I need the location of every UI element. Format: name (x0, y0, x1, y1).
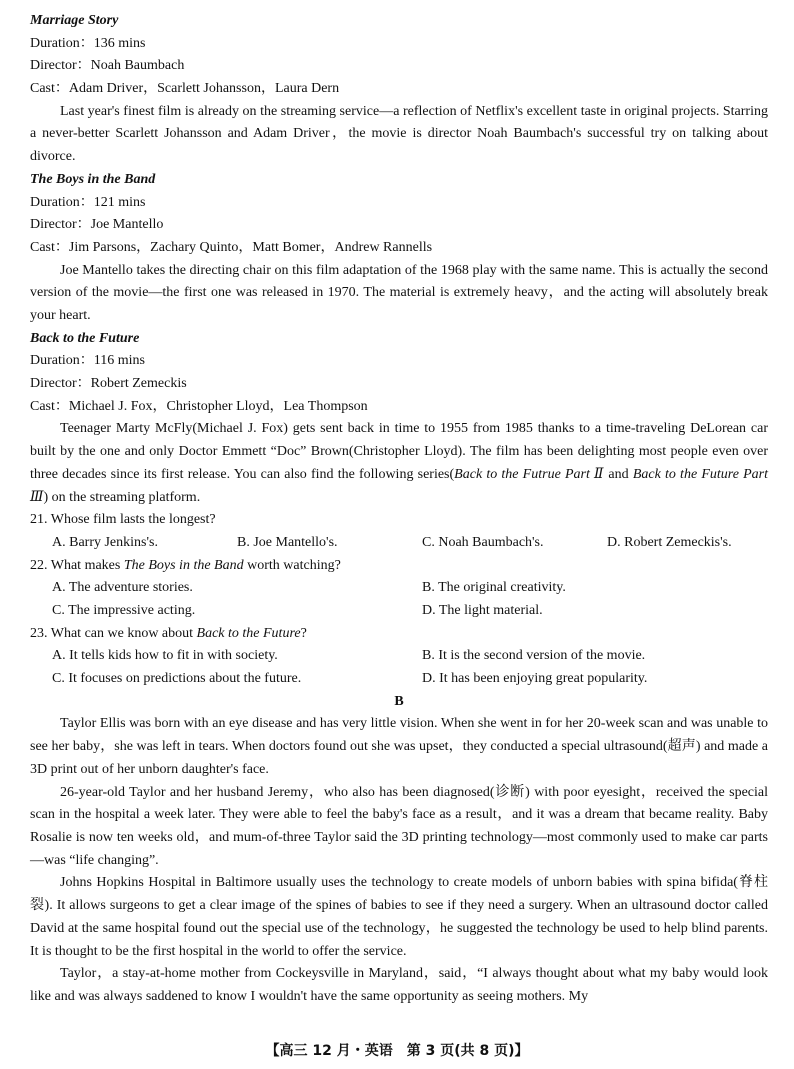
film-duration: Duration：136 mins (30, 35, 146, 51)
option-a: A. The adventure stories. (52, 580, 193, 596)
film-director: Director：Noah Baumbach (30, 58, 185, 74)
question-stem (30, 555, 768, 578)
stem-text: 22. What makes (30, 557, 124, 573)
passage-paragraph: Taylor Ellis was born with an eye disease and has very little vision. When she went in for her 20-week scan and was unable to see her baby，she was left in tears. When doctors found out she was upset，they conducted a special ultrasound(超声) and made a 3D print out of her unborn daughter's face. (30, 716, 768, 777)
desc-text: ) on the streaming platform. (43, 489, 201, 505)
passage-paragraph: Johns Hopkins Hospital in Baltimore usually uses the technology to create models of unborn babies with spina bifida(脊柱裂). It allows surgeons to get a clear image of the spines of babies to see if they need a surgery. When an ultrasound doctor called David at the same hospital found out the special use of the technology，he suggested the technology be used to help blind parents. It is thought to be the first hospital in the world to offer the service. (30, 875, 768, 959)
option-d: D. Robert Zemeckis's. (607, 534, 732, 550)
option-b: B. It is the second version of the movie. (422, 648, 646, 664)
film-title: The Boys in the Band (30, 171, 156, 187)
question-options (30, 600, 768, 623)
film-cast: Cast：Jim Parsons，Zachary Quinto，Matt Bomer，Andrew Rannells (30, 239, 433, 255)
film-duration: Duration：116 mins (30, 353, 145, 369)
question-stem (30, 623, 768, 646)
option-d: D. It has been enjoying great popularity. (422, 671, 648, 687)
section-heading: B (394, 693, 404, 709)
film-duration: Duration：121 mins (30, 194, 146, 210)
question-options (30, 645, 768, 668)
film-description: Last year's finest film is already on the streaming service—a reflection of Netflix's excellent taste in original projects. Starring a never-better Scarlett Johansson and Adam Driver，the movie is director Noah Baumbach's successful try on talking about divorce. (30, 103, 768, 165)
option-b: B. Joe Mantello's. (237, 534, 338, 550)
desc-text: Teenager Marty McFly(Michael J. Fox) gets sent back in time to 1955 from 1985 thanks to a time-traveling DeLorean car built by the one and only Doctor Emmett “Doc” Brown(Christopher Lloyd). The film has been delighting most people even over three decades since its first release. You can also find the following series( (30, 421, 768, 482)
question-options (30, 668, 768, 691)
series-title: Back to the Futrue Part Ⅱ (454, 466, 605, 482)
film-director: Director：Joe Mantello (30, 217, 164, 233)
stem-text: worth watching? (243, 557, 341, 573)
page-footer: 【高三 12 月・英语 第 3 页(共 8 页)】 (265, 1043, 529, 1059)
film-director: Director：Robert Zemeckis (30, 376, 187, 392)
film-cast: Cast：Adam Driver，Scarlett Johansson，Laura Dern (30, 81, 340, 97)
stem-text: 23. What can we know about (30, 625, 197, 641)
passage-paragraph: Taylor，a stay-at-home mother from Cockeysville in Maryland，said，“I always thought about what my baby would look like and was always saddened to know I wouldn't have the same opportunity as seeing mothers. My (30, 966, 768, 1004)
stem-film-title: Back to the Future (196, 625, 301, 641)
option-c: C. The impressive acting. (52, 603, 196, 619)
film-description: Joe Mantello takes the directing chair on this film adaptation of the 1968 play with the same name. This is actually the second version of the movie—the first one was released in 1970. The material is extremely heavy，and the acting will absolutely break your heart. (30, 262, 768, 324)
question-options (30, 577, 768, 600)
exam-page (30, 10, 768, 1009)
film-cast: Cast：Michael J. Fox，Christopher Lloyd，Lea Thompson (30, 398, 368, 414)
stem-film-title: The Boys in the Band (123, 557, 244, 573)
film-title: Marriage Story (30, 13, 119, 28)
question-stem: 21. Whose film lasts the longest? (30, 512, 216, 528)
desc-text: and (604, 466, 633, 482)
series-title: Back to the Future Part Ⅲ (30, 466, 768, 505)
option-b: B. The original creativity. (422, 580, 566, 596)
option-c: C. It focuses on predictions about the future. (52, 671, 302, 687)
stem-text: ? (300, 625, 307, 641)
option-c: C. Noah Baumbach's. (422, 534, 544, 550)
option-d: D. The light material. (422, 603, 543, 619)
option-a: A. Barry Jenkins's. (52, 534, 158, 550)
film-description (30, 418, 768, 509)
option-a: A. It tells kids how to fit in with society. (52, 648, 278, 664)
question-options (30, 532, 768, 555)
film-title: Back to the Future (30, 330, 140, 346)
passage-paragraph: 26-year-old Taylor and her husband Jeremy，who also has been diagnosed(诊断) with poor eyesight，received the special scan in the hospital a week later. They were able to feel the baby's face as a result，and it was a dream that became reality. Baby Rosalie is now ten weeks old，and mum-of-three Taylor said the 3D printing technology—most commonly used to make car parts—was “life changing”. (30, 784, 768, 868)
